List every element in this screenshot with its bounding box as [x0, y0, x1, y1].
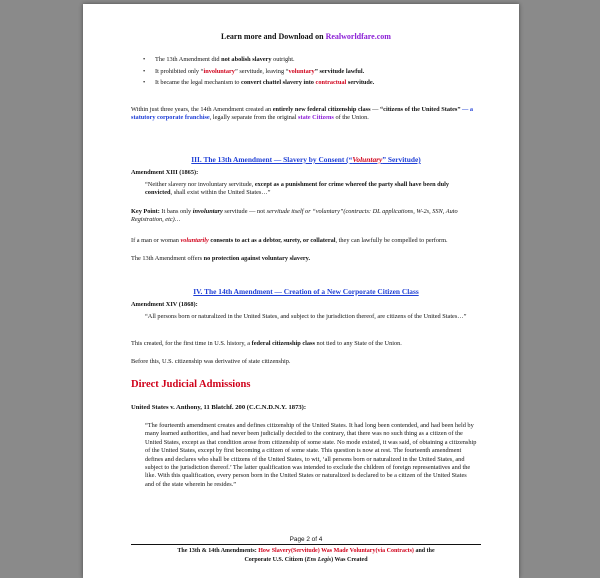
page-footer: The 13th & 14th Amendments: How Slavery(Servitude) Was Made Voluntary(via Contracts) and the Corporate U.S. Citizen (Ens Legis) Was Created — [177, 548, 435, 563]
footer-divider — [131, 544, 481, 545]
key-point-paragraph: Key Point: It bans only involuntary servitude — not servitude itself or “voluntary”(contracts: DL applications, W-2s, SSN, Auto Registration, etc)… — [131, 208, 458, 224]
amendment-14-quote: “All persons born or naturalized in the United States, and subject to the jurisdiction thereof, are citizens of the United States…” — [145, 313, 467, 320]
list-item: • The 13th Amendment did not abolish slavery outright. — [143, 56, 295, 63]
case-quote: “The fourteenth amendment creates and defines citizenship of the United States. It had long been contended, and had been held by many learned authorities, and had never been judicially decided to the contrary, that there was no such thing as a citizen of the United States, except as that condition arose from citizenship of some state. No mode existed, it was said, of obtaining a citizenship of the United States, except by first becoming a citizen of some state. This question is now at rest. The fourteenth amendment defines and declares who shall be citizens of the United States, to wit, ‘all persons born or naturalized in the United States, and subject to the jurisdiction thereof.’ The latter qualification was intended to exclude the children of foreign representatives and the like. With this qualification, every person born in the United States or naturalized is declared to be a citizen of the United States and of the state wherein he resides.” — [145, 422, 477, 488]
bullet-list — [143, 56, 481, 91]
bullet-dot-icon: • — [143, 56, 146, 63]
direct-admissions-heading: Direct Judicial Admissions — [131, 379, 251, 390]
list-item: • It became the legal mechanism to convert chattel slavery into contractual servitude. — [143, 79, 375, 87]
case-citation: United States v. Anthony, 11 Blatchf. 200 (C.C.N.D.N.Y. 1873): — [131, 404, 307, 411]
section-4-heading[interactable]: IV. The 14th Amendment — Creation of a New Corporate Citizen Class — [193, 287, 419, 296]
federal-citizenship-paragraph: This created, for the first time in U.S. history, a federal citizenship class not tied to any State of the Union. — [131, 340, 402, 347]
bullet-dot-icon: • — [143, 79, 146, 87]
voluntary-consent-paragraph: If a man or woman voluntarily consents to act as a debtor, surety, or collateral, they can lawfully be compelled to perform. — [131, 237, 448, 244]
amendment-13-quote: “Neither slavery nor involuntary servitude, except as a punishment for crime whereof the party shall have been duly convicted, shall exist within the United States…” — [145, 181, 450, 197]
intro-paragraph: Within just three years, the 14th Amendment created an entirely new federal citizenship class — “citizens of the United States” — a statutory corporate franchise, legally separate from the original state Citizens of the Union. — [131, 106, 474, 122]
page-header — [131, 32, 481, 41]
header-site-link[interactable]: Realworldfare.com — [325, 32, 391, 41]
no-protection-paragraph: The 13th Amendment offers no protection against voluntary slavery. — [131, 255, 311, 262]
list-item: • It prohibited only “involuntary” servitude, leaving “voluntary” servitude lawful. — [143, 67, 365, 75]
derivative-citizenship-paragraph: Before this, U.S. citizenship was derivative of state citizenship. — [131, 358, 291, 365]
page-number: Page 2 of 4 — [289, 536, 323, 543]
bullet-dot-icon: • — [143, 67, 146, 75]
document-page — [83, 4, 519, 578]
header-prefix: Learn more and Download on — [221, 32, 326, 41]
section-3-heading[interactable]: III. The 13th Amendment — Slavery by Consent (“Voluntary” Servitude) — [191, 155, 421, 164]
amendment-14-label: Amendment XIV (1868): — [131, 301, 198, 308]
amendment-13-label: Amendment XIII (1865): — [131, 169, 199, 176]
